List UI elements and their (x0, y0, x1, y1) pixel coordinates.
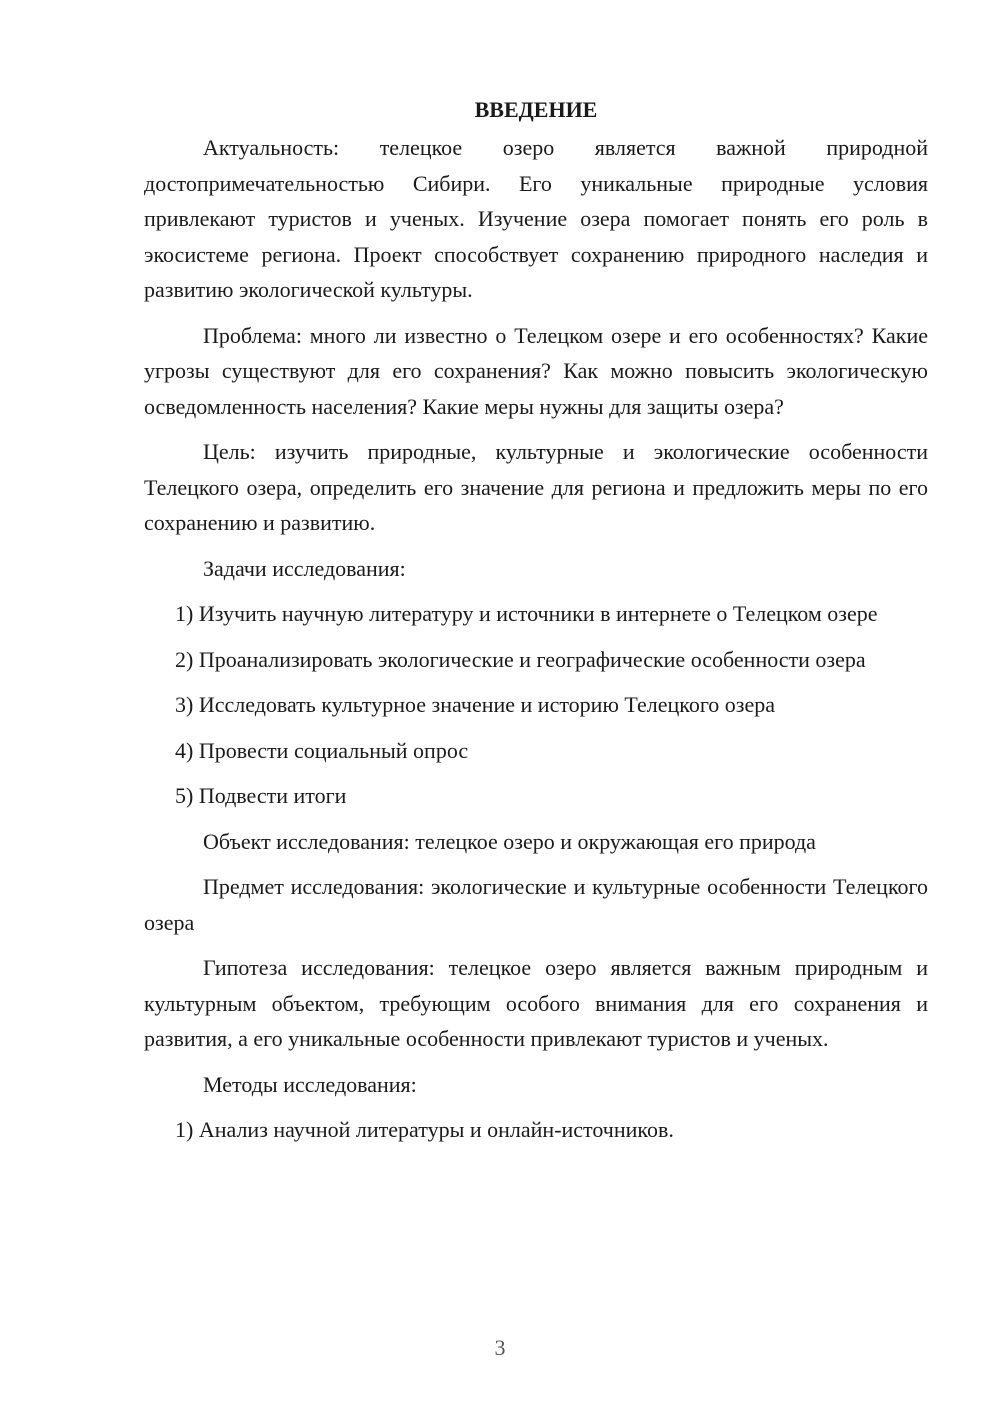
subject-paragraph: Предмет исследования: экологические и культурные особенности Телецкого озера (144, 874, 928, 935)
tasks-heading: Задачи исследования: (203, 555, 406, 581)
task-item-3: 3) Исследовать культурное значение и историю Телецкого озера (175, 692, 776, 717)
problem-paragraph: Проблема: много ли известно о Телецком озере и его особенностях? Какие угрозы существуют для его сохранения? Как можно повысить экологическую осведомленность населения? Какие меры нужны для защиты озера? (144, 322, 928, 419)
page-content (144, 92, 928, 1148)
hypothesis-paragraph: Гипотеза исследования: телецкое озеро является важным природным и культурным объектом, требующим особого внимания для его сохранения и развития, а его уникальные особенности привлекают туристов и ученых. (144, 955, 928, 1051)
task-item-5: 5) Подвести итоги (175, 783, 347, 808)
task-item-4: 4) Провести социальный опрос (175, 737, 469, 763)
task-item-1: 1) Изучить научную литературу и источники в интернете о Телецком озере (175, 601, 878, 626)
method-item-1: 1) Анализ научной литературы и онлайн-источников. (175, 1117, 674, 1142)
section-title: ВВЕДЕНИЕ (474, 97, 598, 122)
relevance-paragraph: Актуальность: телецкое озеро является важной природной достопримечательностью Сибири. Его уникальные природные условия привлекают туристов и ученых. Изучение озера помогает понять его роль в экосистеме региона. Проект способствует сохранению природного наследия и развитию экологической культуры. (144, 135, 928, 302)
methods-heading: Методы исследования: (203, 1071, 417, 1097)
task-item-2: 2) Проанализировать экологические и географические особенности озера (175, 646, 866, 672)
object-paragraph: Объект исследования: телецкое озеро и окружающая его природа (203, 828, 816, 854)
page-number: 3 (494, 1335, 506, 1360)
goal-paragraph: Цель: изучить природные, культурные и экологические особенности Телецкого озера, определить его значение для региона и предложить меры по его сохранению и развитию. (144, 439, 928, 535)
